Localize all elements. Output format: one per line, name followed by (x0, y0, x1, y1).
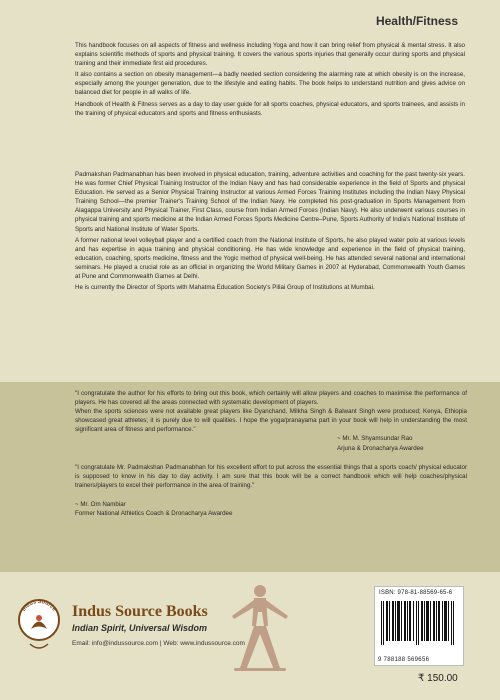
description-paragraph: This handbook focuses on all aspects of fitness and wellness including Yoga and how it can bring relief from physical & mental stress. It also explains scientific methods of sports and physical training. It covers the various sports injuries that generally occur during sports and physical training and their immediate first aid procedures. (75, 42, 465, 68)
bio-paragraph: Padmakshan Padmanabhan has been involved in physical education, training, adventure activities and coaching for the past twenty-six years. He was former Chief Physical Training Instructor of the Indian Navy and has had considerable experience in the field of Sports and physical Education. He served as a Senior Physical Training Instructor at various Armed Forces Training Institutes including the Indian Navy Physical Training School—the premier Trainer's Training School of the Indian Navy. He completed his post-graduation in Sports Management from Alagappa University and Physical Trainer, First Class, course from Indian Armed Forces (Indian Navy). He also underwent various courses in physical training and sports medicine at the Indian Armed Forces Sports Medicine Centre–Pune, Sports Authority of India's National Institute of Sports and National Institute of Water Sports. (75, 171, 465, 233)
publisher-logo (16, 596, 62, 658)
author-bio (75, 170, 465, 294)
publisher-name: Indus Source Books (72, 603, 208, 620)
testimonial-author: ~ Mr. M. Shyamsundar Rao (337, 435, 413, 443)
bio-paragraph: A former national level volleyball player and a certified coach from the National Institute of Sports, he also played water polo at various levels and has expertise in aqua training and physical conditioning. He has wide knowledge and experience in the field of physical training, education, coaching, sports medicine, fitness and the Yogic method of physical well-being. He has attended several national and international seminars. He played a crucial role as an official in organizing the World Military Games in 2007 at Hyderabad, Commonwealth Youth Games at Pune and Commonwealth Games at Delhi. (75, 236, 465, 281)
testimonial-author: ~ Mr. Om Nambiar (75, 500, 126, 508)
description-paragraph: It also contains a section on obesity management—a badly needed section considering the alarming rate at which obesity is on the increase, especially among the younger generation, due to the lifestyle and eating habits. The book helps to understand nutrition and gives advice on balanced diet for people in all walks of life. (75, 71, 465, 97)
description-paragraph: Handbook of Health & Fitness serves as a day to day user guide for all sports coaches, physical educators, and sports trainees, and assists in the training of physical educators and sports and fitness enthusiasts. (75, 100, 465, 117)
svg-text:Indus Source: Indus Source (21, 598, 57, 613)
publisher-contact: Email: info@indussource.com | Web: www.indussource.com (72, 640, 245, 647)
testimonial-text: "I congratulate the author for his efforts to bring out this book, which certainly will allow players and coaches to maximise the performance of players. He has covered all the areas connected with systematic development of players. (75, 390, 467, 407)
book-description (75, 41, 465, 120)
testimonial-text: When the sports sciences were not available great players like Dyanchand, Milkha Singh & Balwant Singh were produced; Kenya, Ethiopia showcased great athletes; it is purely due to will qualities. I hope the yoga/pranayama part in your book will help in understanding the most significant area of fitness and performance." (75, 408, 467, 434)
barcode-bars (381, 601, 457, 653)
testimonials (75, 389, 467, 518)
isbn-label: ISBN: 978-81-88569-65-6 (379, 590, 453, 596)
testimonial-author-title: Former National Athletics Coach & Dronacharya Awardee (75, 510, 233, 518)
yoga-pose-figure (220, 582, 300, 674)
category-label: Health/Fitness (375, 14, 458, 28)
publisher-tagline: Indian Spirit, Universal Wisdom (72, 623, 207, 633)
barcode (374, 586, 464, 666)
testimonial-text: "I congratulate Mr. Padmakshan Padmanabhan for his excellent effort to put across the essential things that a sports coach/ physical educator is supposed to know in his day to day activity. I am sure that this book will be a correct handbook which will help coaches/physical trainers/players to excel their performance in the area of training." (75, 463, 467, 489)
testimonial-author-title: Arjuna & Dronacharya Awardee (337, 444, 424, 452)
bio-paragraph: He is currently the Director of Sports with Mahatma Education Society's Pillai Group of Institutions at Mumbai. (75, 284, 375, 292)
barcode-number: 9 788188 569656 (378, 657, 430, 663)
price-label: ₹ 150.00 (418, 673, 458, 684)
